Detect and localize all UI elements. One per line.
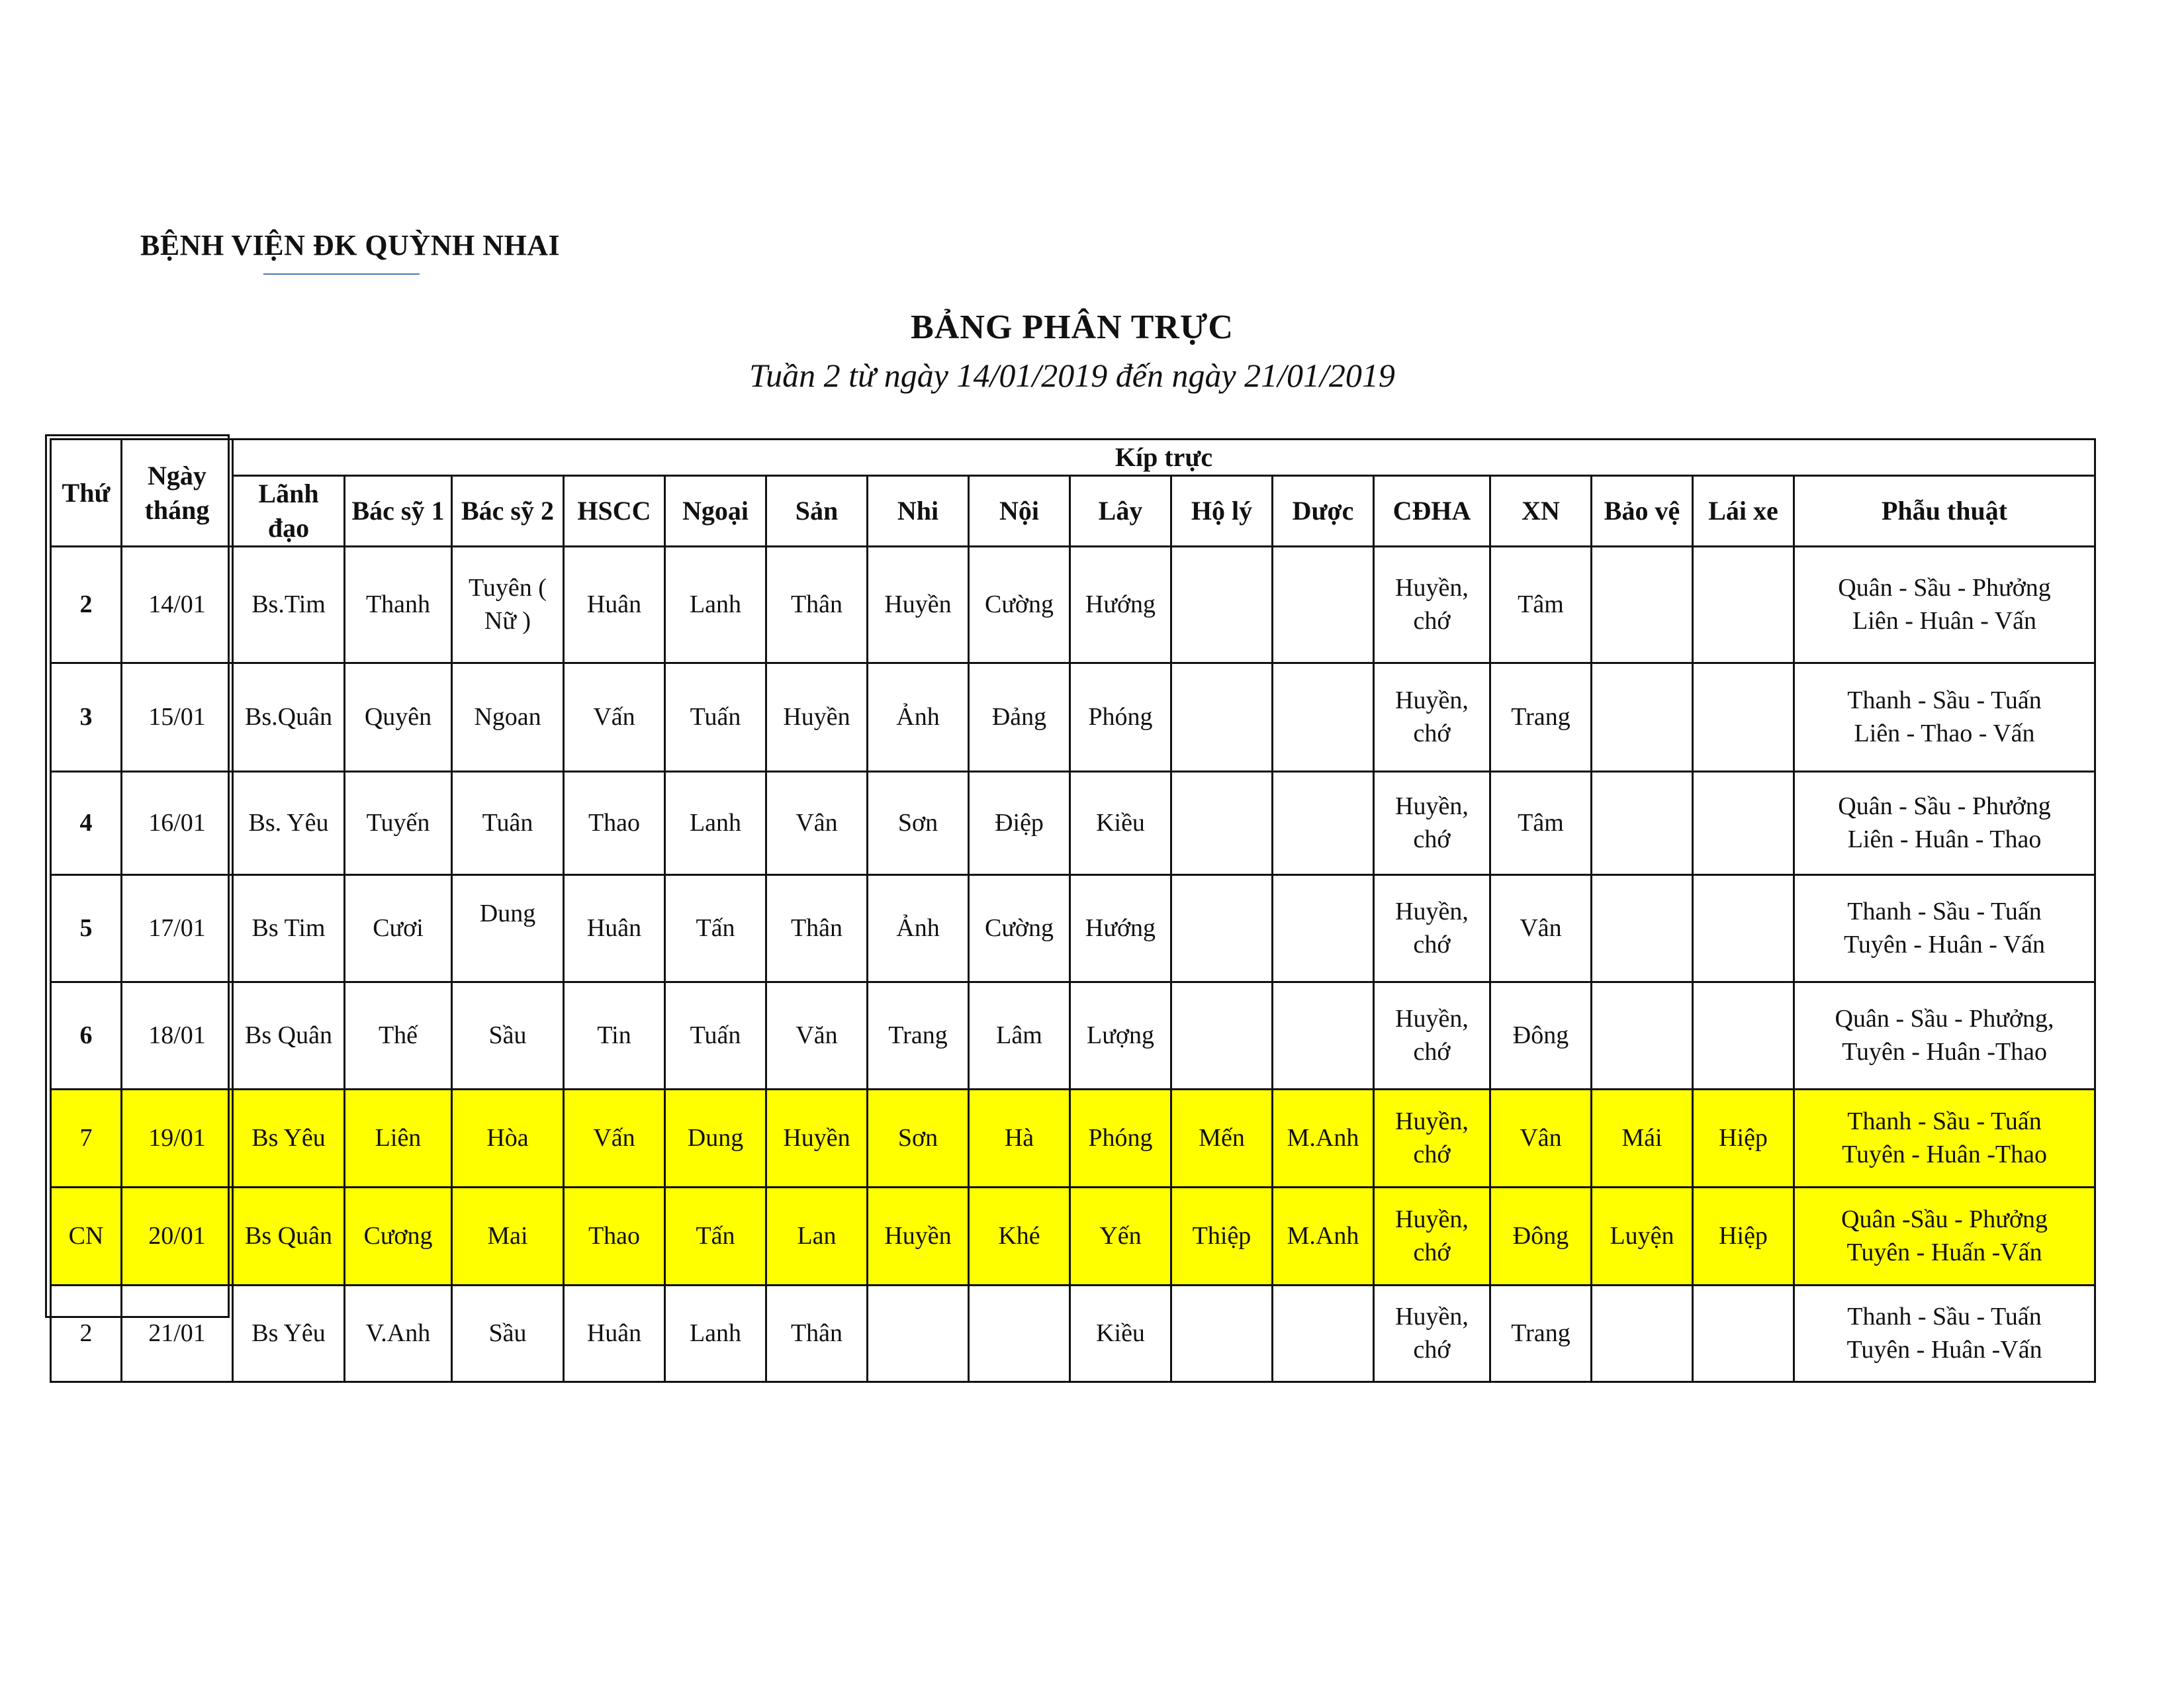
cell-5 [766, 663, 868, 772]
cell-text: Ảnh [896, 914, 940, 942]
cell-5 [766, 982, 868, 1090]
phau-thuat-line: Thanh - Sầu - Tuấn [1847, 1107, 2042, 1136]
cell-text: Kiều [1096, 808, 1145, 837]
cell-14 [1693, 982, 1794, 1090]
cell-7 [969, 1188, 1070, 1286]
cell-9 [1171, 772, 1273, 875]
phau-thuat-line: Liên - Thao - Vấn [1854, 719, 2035, 747]
cell-10 [1273, 547, 1374, 663]
header-col-0: Lãnh đạo [233, 476, 345, 547]
cell-text: Hà [1004, 1123, 1034, 1152]
cell-5 [766, 1090, 868, 1188]
cell-text: Thao [588, 808, 641, 837]
cell-4 [665, 982, 766, 1090]
header-col-13: Bảo vệ [1592, 476, 1693, 547]
cell-ngay: 15/01 [122, 663, 233, 772]
cell-11 [1374, 1090, 1490, 1188]
cell-11 [1374, 1188, 1490, 1286]
cell-6 [868, 1090, 969, 1188]
cell-text: Huyền, chớ [1395, 574, 1469, 635]
cell-text: Thanh [365, 590, 431, 618]
cell-text: Tuân [482, 808, 533, 837]
cell-8 [1070, 772, 1171, 875]
cell-0 [233, 663, 345, 772]
cell-7 [969, 772, 1070, 875]
cell-14 [1693, 875, 1794, 982]
cell-13 [1592, 1090, 1693, 1188]
cell-7 [969, 1286, 1070, 1382]
cell-12 [1490, 1286, 1592, 1382]
cell-11 [1374, 1286, 1490, 1382]
table-row [51, 1286, 2095, 1382]
cell-2 [452, 547, 564, 663]
cell-thu: 2 [51, 1286, 122, 1382]
cell-7 [969, 1090, 1070, 1188]
cell-10 [1273, 1188, 1374, 1286]
cell-text: Tin [597, 1021, 631, 1049]
cell-8 [1070, 547, 1171, 663]
cell-text: Vân [796, 808, 838, 837]
cell-13 [1592, 547, 1693, 663]
cell-text: Thân [790, 914, 843, 942]
header-col-4: Ngoại [665, 476, 766, 547]
cell-0 [233, 875, 345, 982]
header-thu: Thứ [51, 440, 122, 547]
cell-text: Trang [1511, 702, 1570, 731]
cell-text: Lan [797, 1221, 837, 1250]
header-col-12: XN [1490, 476, 1592, 547]
cell-text: Thiệp [1192, 1221, 1251, 1250]
cell-12 [1490, 1188, 1592, 1286]
cell-thu: 3 [51, 663, 122, 772]
cell-text: Thế [378, 1021, 418, 1049]
cell-text: Huyền, chớ [1395, 1005, 1469, 1066]
cell-text: Bs. Yêu [248, 808, 329, 837]
phau-thuat-line: Liên - Huân - Vấn [1852, 606, 2036, 635]
phau-thuat-line: Quân -Sầu - Phưởng [1841, 1205, 2048, 1234]
cell-thu: 7 [51, 1090, 122, 1188]
cell-text: Lượng [1087, 1021, 1154, 1049]
cell-text: V.Anh [365, 1319, 431, 1347]
cell-text: Kiều [1096, 1319, 1145, 1347]
cell-text: Khé [998, 1221, 1040, 1250]
cell-text: Bs Quân [245, 1021, 332, 1049]
cell-text: Huyền [884, 590, 952, 618]
cell-8 [1070, 1188, 1171, 1286]
phau-thuat-line: Thanh - Sầu - Tuấn [1847, 898, 2042, 926]
cell-3 [564, 1188, 665, 1286]
cell-2 [452, 1090, 564, 1188]
cell-14 [1693, 1286, 1794, 1382]
cell-text: Phóng [1088, 702, 1153, 731]
cell-text: Bs.Quân [245, 702, 332, 731]
hospital-name: BỆNH VIỆN ĐK QUỲNH NHAI [140, 229, 561, 261]
cell-13 [1592, 982, 1693, 1090]
cell-text: Cường [984, 914, 1054, 942]
cell-9 [1171, 663, 1273, 772]
cell-text: Yến [1099, 1221, 1142, 1250]
cell-9 [1171, 1188, 1273, 1286]
cell-9 [1171, 1090, 1273, 1188]
cell-text: Huyền, chớ [1395, 1205, 1469, 1266]
cell-text: Hướng [1085, 914, 1156, 942]
cell-ngay: 19/01 [122, 1090, 233, 1188]
cell-0 [233, 982, 345, 1090]
cell-12 [1490, 875, 1592, 982]
duty-roster-table [50, 438, 2096, 1383]
phau-thuat-line: Thanh - Sầu - Tuấn [1847, 1303, 2042, 1331]
cell-8 [1070, 1090, 1171, 1188]
table-row [51, 1188, 2095, 1286]
cell-text: Thân [790, 590, 843, 618]
cell-text: Vân [1520, 1123, 1562, 1152]
cell-13 [1592, 875, 1693, 982]
cell-text: Đông [1512, 1021, 1569, 1049]
cell-ngay: 18/01 [122, 982, 233, 1090]
cell-9 [1171, 547, 1273, 663]
cell-phau-thuat [1794, 1286, 2095, 1382]
cell-text: Trang [888, 1021, 948, 1049]
cell-4 [665, 1286, 766, 1382]
cell-6 [868, 772, 969, 875]
cell-1 [345, 547, 452, 663]
header-ngay-thang: Ngày tháng [122, 440, 233, 547]
header-col-8: Lây [1070, 476, 1171, 547]
cell-5 [766, 1286, 868, 1382]
cell-text: Vân [1520, 914, 1562, 942]
cell-ngay: 14/01 [122, 547, 233, 663]
phau-thuat-line: Tuyên - Huấn -Vấn [1846, 1238, 2042, 1266]
cell-text: Lanh [689, 808, 742, 837]
cell-6 [868, 1286, 969, 1382]
cell-3 [564, 1090, 665, 1188]
cell-text: Tấn [696, 914, 735, 942]
cell-12 [1490, 1090, 1592, 1188]
cell-text: Điệp [995, 808, 1044, 837]
cell-10 [1273, 982, 1374, 1090]
cell-1 [345, 1090, 452, 1188]
cell-phau-thuat [1794, 772, 2095, 875]
phau-thuat-line: Thanh - Sầu - Tuấn [1847, 686, 2042, 715]
cell-6 [868, 1188, 969, 1286]
cell-10 [1273, 1090, 1374, 1188]
cell-text: Phóng [1088, 1123, 1153, 1152]
cell-thu: 4 [51, 772, 122, 875]
cell-11 [1374, 982, 1490, 1090]
cell-13 [1592, 1286, 1693, 1382]
cell-text: Vấn [593, 702, 635, 731]
cell-13 [1592, 1188, 1693, 1286]
cell-phau-thuat [1794, 875, 2095, 982]
cell-13 [1592, 772, 1693, 875]
cell-text: M.Anh [1287, 1123, 1359, 1152]
cell-thu: 2 [51, 547, 122, 663]
cell-text: Lanh [689, 1319, 742, 1347]
table-row [51, 663, 2095, 772]
cell-2 [452, 663, 564, 772]
cell-text: Tâm [1518, 808, 1564, 837]
cell-thu: 6 [51, 982, 122, 1090]
cell-6 [868, 547, 969, 663]
header-col-1: Bác sỹ 1 [345, 476, 452, 547]
cell-1 [345, 663, 452, 772]
cell-text: Tuấn [690, 702, 741, 731]
cell-14 [1693, 547, 1794, 663]
cell-text: Dung [479, 899, 536, 927]
cell-text: Huyền [783, 702, 850, 731]
phau-thuat-line: Quân - Sầu - Phưởng [1838, 574, 2051, 602]
cell-4 [665, 1188, 766, 1286]
cell-6 [868, 982, 969, 1090]
cell-5 [766, 547, 868, 663]
cell-text: M.Anh [1287, 1221, 1359, 1250]
cell-thu: 5 [51, 875, 122, 982]
cell-1 [345, 982, 452, 1090]
hospital-underline [263, 273, 420, 275]
header-col-5: Sản [766, 476, 868, 547]
table-row [51, 547, 2095, 663]
cell-4 [665, 663, 766, 772]
cell-text: Lanh [689, 590, 742, 618]
cell-0 [233, 772, 345, 875]
cell-phau-thuat [1794, 663, 2095, 772]
cell-4 [665, 547, 766, 663]
cell-0 [233, 1090, 345, 1188]
cell-6 [868, 875, 969, 982]
cell-text: Huyền, chớ [1395, 1303, 1469, 1364]
document-subtitle: Tuần 2 từ ngày 14/01/2019 đến ngày 21/01/2019 [749, 357, 1395, 394]
cell-text: Huân [586, 914, 642, 942]
cell-text: Sầu [488, 1319, 527, 1347]
cell-9 [1171, 875, 1273, 982]
cell-text: Huyền, chớ [1395, 792, 1469, 853]
cell-text: Mến [1199, 1123, 1245, 1152]
cell-ngay: 16/01 [122, 772, 233, 875]
cell-text: Huyền [884, 1221, 952, 1250]
cell-text: Ngoan [474, 702, 541, 731]
table-row [51, 1090, 2095, 1188]
header-col-14: Lái xe [1693, 476, 1794, 547]
cell-12 [1490, 982, 1592, 1090]
cell-2 [452, 982, 564, 1090]
cell-10 [1273, 1286, 1374, 1382]
cell-text: Vấn [593, 1123, 635, 1152]
header-col-6: Nhi [868, 476, 969, 547]
phau-thuat-line: Tuyên - Huân - Vấn [1844, 930, 2046, 959]
cell-3 [564, 663, 665, 772]
cell-11 [1374, 772, 1490, 875]
cell-phau-thuat [1794, 982, 2095, 1090]
header-col-10: Dược [1273, 476, 1374, 547]
cell-7 [969, 982, 1070, 1090]
cell-2 [452, 772, 564, 875]
header-col-11: CĐHA [1374, 476, 1490, 547]
phau-thuat-line: Tuyên - Huân -Vấn [1846, 1335, 2042, 1364]
cell-14 [1693, 1090, 1794, 1188]
cell-thu: CN [51, 1188, 122, 1286]
cell-text: Ảnh [896, 702, 940, 731]
cell-ngay: 17/01 [122, 875, 233, 982]
cell-14 [1693, 1188, 1794, 1286]
cell-text: Tấn [696, 1221, 735, 1250]
cell-text: Trang [1511, 1319, 1570, 1347]
cell-text: Tuấn [690, 1021, 741, 1049]
cell-13 [1592, 663, 1693, 772]
cell-phau-thuat [1794, 547, 2095, 663]
cell-text: Dung [687, 1123, 744, 1152]
cell-text: Văn [796, 1021, 838, 1049]
cell-text: Hòa [486, 1123, 529, 1152]
cell-ngay: 20/01 [122, 1188, 233, 1286]
cell-10 [1273, 772, 1374, 875]
cell-11 [1374, 875, 1490, 982]
cell-8 [1070, 875, 1171, 982]
cell-4 [665, 1090, 766, 1188]
cell-text: Huân [586, 1319, 642, 1347]
cell-text: Hướng [1085, 590, 1156, 618]
header-col-3: HSCC [564, 476, 665, 547]
cell-text: Hiệp [1719, 1221, 1768, 1250]
cell-text: Huyền [783, 1123, 850, 1152]
cell-text: Sơn [897, 1123, 938, 1152]
cell-3 [564, 1286, 665, 1382]
cell-2 [452, 1188, 564, 1286]
phau-thuat-line: Liên - Huân - Thao [1847, 825, 2042, 853]
cell-5 [766, 875, 868, 982]
cell-text: Cươi [373, 914, 424, 942]
cell-1 [345, 1286, 452, 1382]
cell-9 [1171, 982, 1273, 1090]
cell-text: Tuyến [366, 808, 430, 837]
cell-11 [1374, 663, 1490, 772]
cell-text: Huyền, chớ [1395, 1107, 1469, 1168]
cell-text: Thao [588, 1221, 641, 1250]
cell-text: Thân [790, 1319, 843, 1347]
cell-text: Bs Quân [245, 1221, 332, 1250]
cell-text: Mái [1621, 1123, 1662, 1152]
cell-0 [233, 1188, 345, 1286]
cell-3 [564, 772, 665, 875]
cell-8 [1070, 1286, 1171, 1382]
header-kip-truc: Kíp trực [233, 440, 2095, 476]
cell-8 [1070, 982, 1171, 1090]
cell-text: Lâm [996, 1021, 1042, 1049]
header-col-15: Phẫu thuật [1794, 476, 2095, 547]
cell-text: Liên [375, 1123, 422, 1152]
cell-7 [969, 875, 1070, 982]
cell-10 [1273, 663, 1374, 772]
cell-0 [233, 1286, 345, 1382]
phau-thuat-line: Tuyên - Huân -Thao [1842, 1037, 2047, 1066]
cell-text: Bs.Tim [251, 590, 326, 618]
header-col-7: Nội [969, 476, 1070, 547]
cell-1 [345, 1188, 452, 1286]
cell-text: Quyên [364, 702, 432, 731]
cell-3 [564, 875, 665, 982]
cell-3 [564, 547, 665, 663]
cell-0 [233, 547, 345, 663]
cell-12 [1490, 547, 1592, 663]
cell-4 [665, 875, 766, 982]
table-row [51, 772, 2095, 875]
cell-text: Bs Yêu [251, 1319, 326, 1347]
cell-text: Mai [487, 1221, 528, 1250]
cell-text: Tuyên ( Nữ ) [469, 574, 547, 635]
cell-7 [969, 663, 1070, 772]
cell-text: Cường [984, 590, 1054, 618]
cell-12 [1490, 772, 1592, 875]
cell-phau-thuat [1794, 1188, 2095, 1286]
cell-text: Bs Tim [251, 914, 326, 942]
cell-text: Tâm [1518, 590, 1564, 618]
cell-text: Đông [1512, 1221, 1569, 1250]
cell-9 [1171, 1286, 1273, 1382]
cell-text: Cương [363, 1221, 433, 1250]
cell-10 [1273, 875, 1374, 982]
cell-3 [564, 982, 665, 1090]
cell-text: Sơn [897, 808, 938, 837]
cell-5 [766, 772, 868, 875]
table-row [51, 982, 2095, 1090]
cell-6 [868, 663, 969, 772]
cell-text: Đảng [991, 702, 1047, 731]
cell-1 [345, 875, 452, 982]
header-col-2: Bác sỹ 2 [452, 476, 564, 547]
header-col-9: Hộ lý [1171, 476, 1273, 547]
cell-2 [452, 875, 564, 982]
cell-text: Bs Yêu [251, 1123, 326, 1152]
cell-text: Huyền, chớ [1395, 686, 1469, 747]
cell-12 [1490, 663, 1592, 772]
cell-phau-thuat [1794, 1090, 2095, 1188]
cell-11 [1374, 547, 1490, 663]
table-row [51, 875, 2095, 982]
cell-5 [766, 1188, 868, 1286]
cell-14 [1693, 772, 1794, 875]
phau-thuat-line: Quân - Sầu - Phưởng, [1835, 1005, 2054, 1033]
cell-14 [1693, 663, 1794, 772]
cell-text: Hiệp [1719, 1123, 1768, 1152]
cell-2 [452, 1286, 564, 1382]
cell-4 [665, 772, 766, 875]
cell-7 [969, 547, 1070, 663]
cell-1 [345, 772, 452, 875]
cell-text: Luyện [1610, 1221, 1674, 1250]
cell-text: Sầu [488, 1021, 527, 1049]
phau-thuat-line: Tuyên - Huân -Thao [1842, 1140, 2047, 1168]
cell-ngay: 21/01 [122, 1286, 233, 1382]
cell-text: Huyền, chớ [1395, 898, 1469, 959]
document-title: BẢNG PHÂN TRỰC [911, 308, 1234, 346]
cell-8 [1070, 663, 1171, 772]
phau-thuat-line: Quân - Sầu - Phưởng [1838, 792, 2051, 821]
cell-text: Huân [586, 590, 642, 618]
